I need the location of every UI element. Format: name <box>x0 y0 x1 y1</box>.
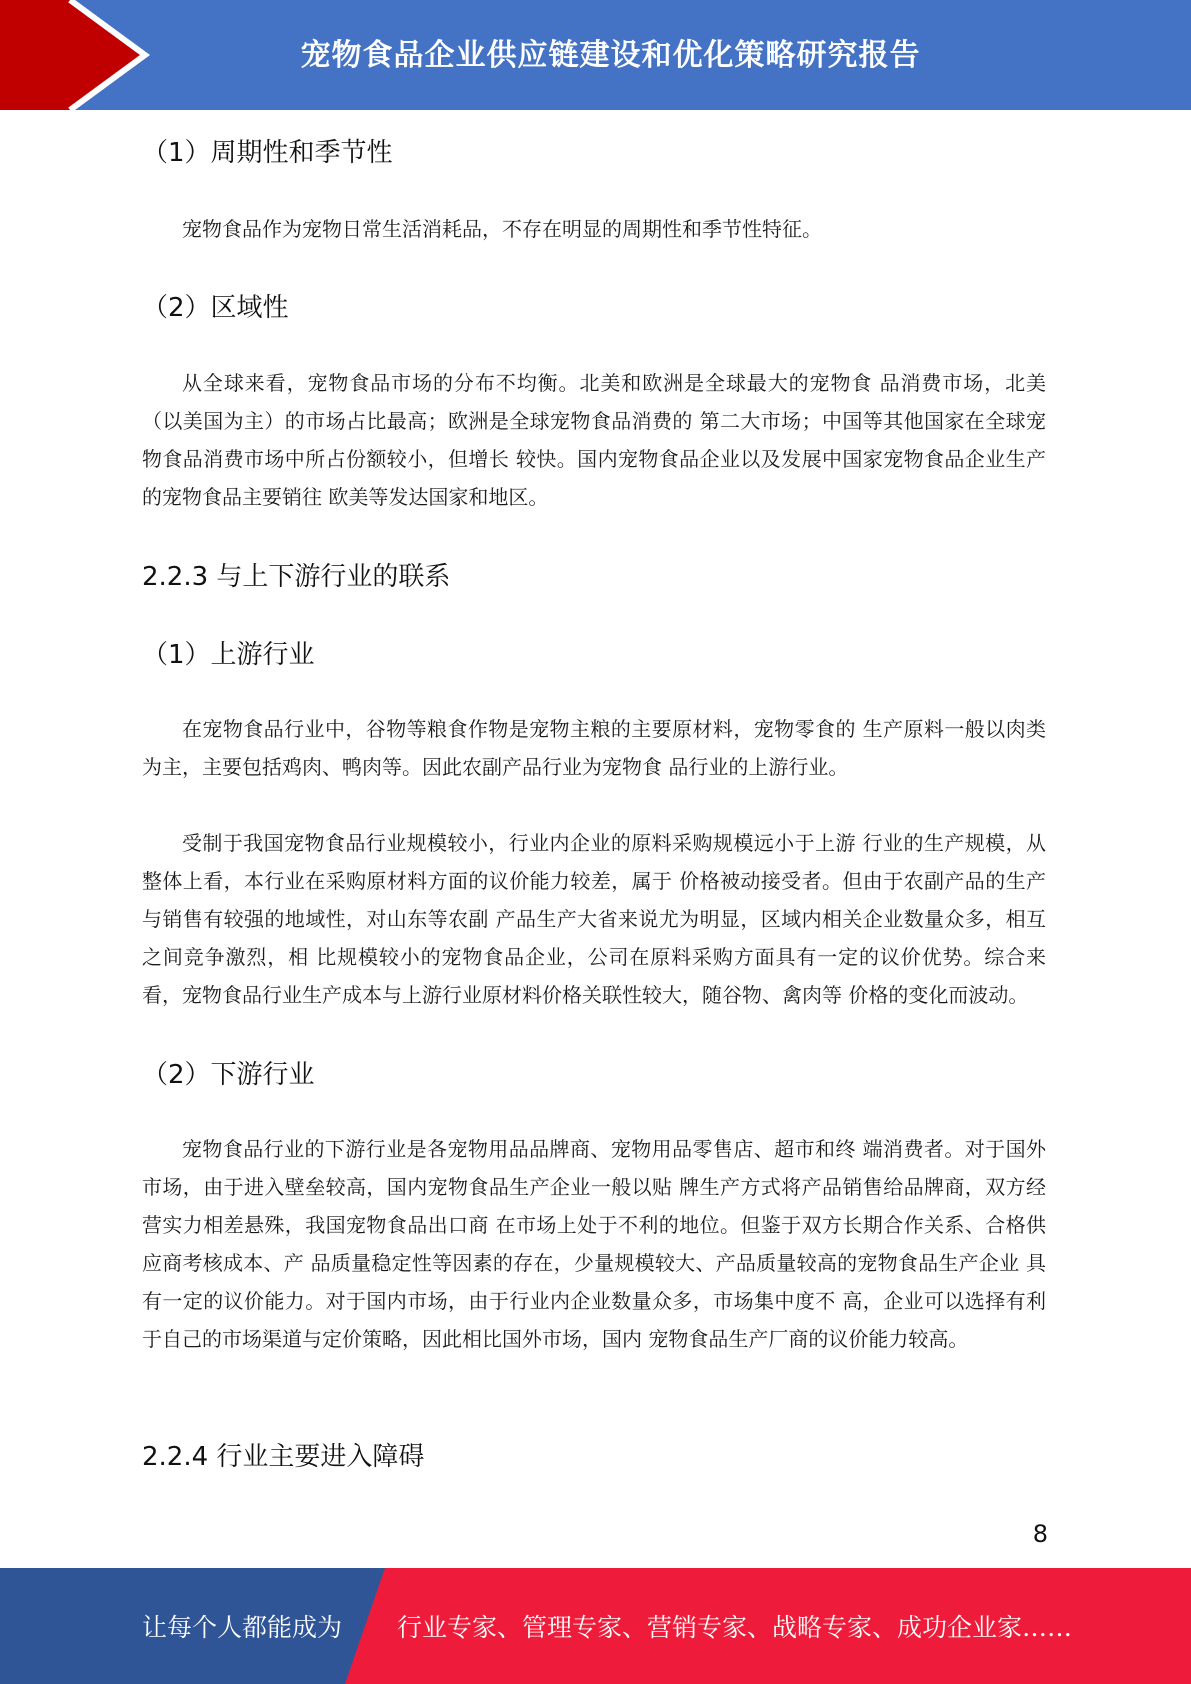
page-number: 8 <box>1032 1520 1048 1548</box>
heading-cyclical: （1）周期性和季节性 <box>142 138 393 168</box>
report-title: 宠物食品企业供应链建设和优化策略研究报告 <box>300 38 921 73</box>
heading-regional: （2）区域性 <box>142 293 289 323</box>
paragraph-cyclical: 宠物食品作为宠物日常生活消耗品，不存在明显的周期性和季节性特征。 <box>182 217 822 241</box>
paragraph-regional: 从全球来看，宠物食品市场的分布不均衡。北美和欧洲是全球最大的宠物食 品消费市场，北美（以美国为主）的市场占比最高；欧洲是全球宠物食品消费的 第二大市场；中国等其他国家在全球宠物食品消费市场中所占份额较小，但增长 较快。国内宠物食品企业以及发展中国家宠物食品企业生产的宠物食品主要销往 欧美等发达国家和地区。 <box>142 371 1046 509</box>
paragraph-upstream-2: 受制于我国宠物食品行业规模较小，行业内企业的原料采购规模远小于上游 行业的生产规模，从整体上看，本行业在采购原材料方面的议价能力较差，属于 价格被动接受者。但由于农副产品的生产与销售有较强的地域性，对山东等农副 产品生产大省来说尤为明显，区域内相关企业数量众多，相互之间竞争激烈，相 比规模较小的宠物食品企业，公司在原料采购方面具有一定的议价优势。综合来 看，宠物食品行业生产成本与上游行业原材料价格关联性较大，随谷物、禽肉等 价格的变化而波动。 <box>142 831 1046 1007</box>
footer-slogan-right: 行业专家、管理专家、营销专家、战略专家、成功企业家…… <box>397 1613 1073 1642</box>
page-header <box>0 0 1191 110</box>
paragraph-upstream-1: 在宠物食品行业中，谷物等粮食作物是宠物主粮的主要原材料，宠物零食的 生产原料一般以肉类为主，主要包括鸡肉、鸭肉等。因此农副产品行业为宠物食 品行业的上游行业。 <box>142 717 1046 779</box>
heading-section-2-2-3: 2.2.3 与上下游行业的联系 <box>142 562 451 592</box>
heading-downstream: （2）下游行业 <box>142 1060 315 1090</box>
paragraph-downstream: 宠物食品行业的下游行业是各宠物用品品牌商、宠物用品零售店、超市和终 端消费者。对于国外市场，由于进入壁垒较高，国内宠物食品生产企业一般以贴 牌生产方式将产品销售给品牌商，双方经营实力相差悬殊，我国宠物食品出口商 在市场上处于不利的地位。但鉴于双方长期合作关系、合格供应商考核成本、产 品质量稳定性等因素的存在，少量规模较大、产品质量较高的宠物食品生产企业 具有一定的议价能力。对于国内市场，由于行业内企业数量众多，市场集中度不 高，企业可以选择有利于自己的市场渠道与定价策略，因此相比国外市场，国内 宠物食品生产厂商的议价能力较高。 <box>142 1137 1046 1351</box>
heading-section-2-2-4: 2.2.4 行业主要进入障碍 <box>142 1442 425 1472</box>
page-footer <box>0 1568 1191 1684</box>
heading-upstream: （1）上游行业 <box>142 640 315 670</box>
footer-slogan-left: 让每个人都能成为 <box>142 1613 343 1642</box>
